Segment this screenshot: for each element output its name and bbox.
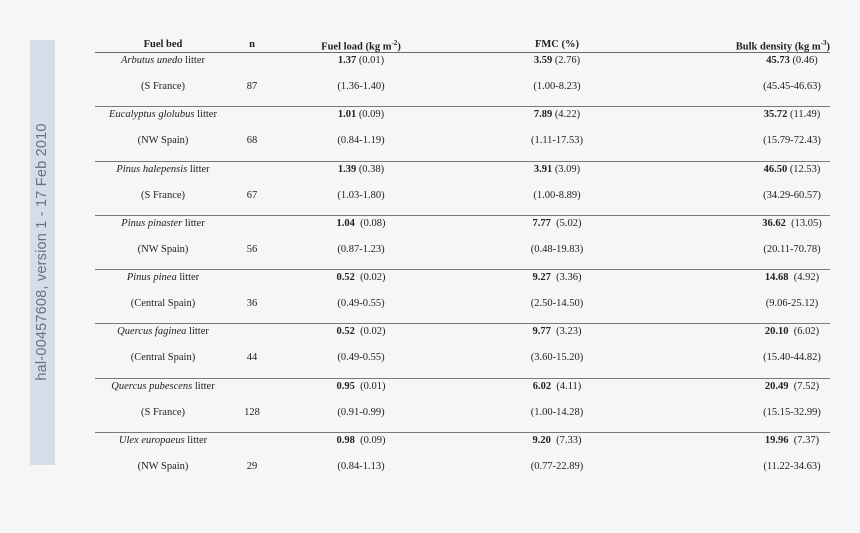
bulk-density-sd: (6.02) — [788, 326, 820, 338]
fuel-load-sd: (0.02) — [354, 272, 386, 284]
bulk-density-mean-sd — [764, 164, 821, 175]
header-bulk-density-exp: -3 — [820, 39, 827, 47]
bulk-density-range: (45.45-46.63) — [763, 81, 821, 92]
bulk-density-range: (34.29-60.57) — [763, 189, 821, 201]
fuel-load-mean: 1.39 — [337, 163, 357, 175]
fuel-load-mean-sd — [337, 435, 386, 446]
fuel-load-mean: 0.52 — [336, 272, 355, 284]
bulk-density-mean: 36.62 — [762, 217, 786, 229]
fuel-load-mean-sd — [338, 55, 384, 66]
fuel-load-sd: (0.38) — [356, 163, 385, 175]
bulk-density-sd: (7.52) — [788, 380, 820, 392]
fuel-load-mean-sd — [338, 164, 384, 175]
bulk-density-range: (15.40-44.82) — [763, 352, 821, 364]
fmc-sd: (4.11) — [551, 380, 582, 392]
fuel-load-range: (0.87-1.23) — [337, 243, 385, 255]
fuel-bed-region: (S France) — [140, 81, 186, 92]
fmc-range: (2.50-14.50) — [530, 298, 584, 310]
fuel-load-range: (0.91-0.99) — [337, 406, 385, 418]
table-row-group — [95, 324, 830, 378]
header-fuel-load-close: ) — [397, 41, 401, 53]
fmc-sd: (3.36) — [550, 272, 582, 284]
bulk-density-range: (11.22-34.63) — [763, 461, 821, 473]
bulk-density-range: (15.79-72.43) — [763, 135, 821, 147]
table-row-group — [95, 53, 830, 107]
fmc-mean: 7.77 — [532, 217, 551, 229]
bulk-density-sd: (11.49) — [787, 109, 821, 121]
bulk-density-mean: 35.72 — [763, 109, 788, 121]
fuel-load-mean: 1.37 — [337, 55, 357, 66]
fuel-bed-name — [121, 55, 205, 66]
fmc-mean-sd — [533, 435, 582, 446]
fuel-load-sd: (0.09) — [356, 109, 385, 121]
fuel-load-mean: 1.04 — [336, 217, 355, 229]
fuel-bed-name — [121, 218, 204, 229]
fuel-bed-name — [117, 326, 209, 337]
bulk-density-range: (15.15-32.99) — [763, 406, 821, 418]
species-suffix: litter — [192, 380, 215, 392]
fmc-range: (0.77-22.89) — [530, 461, 584, 473]
fuel-bed-region: (S France) — [140, 189, 186, 201]
fmc-sd: (5.02) — [550, 217, 582, 229]
fmc-mean: 9.27 — [532, 272, 551, 284]
header-fmc: FMC (%) — [534, 39, 580, 50]
fuel-bed-name — [119, 435, 207, 446]
fuel-load-range: (0.49-0.55) — [337, 298, 385, 310]
fmc-mean-sd — [534, 109, 580, 120]
fmc-mean-sd — [533, 326, 582, 337]
fuel-load-mean-sd — [337, 218, 386, 229]
fuel-load-mean: 1.01 — [337, 109, 357, 121]
header-fuel-bed: Fuel bed — [143, 39, 183, 50]
bulk-density-range: (9.06-25.12) — [765, 298, 819, 310]
fmc-sd: (2.76) — [552, 55, 581, 66]
fmc-range: (1.11-17.53) — [530, 135, 584, 147]
bulk-density-sd: (4.92) — [788, 272, 820, 284]
fuel-load-mean: 0.52 — [336, 326, 355, 338]
header-n: n — [249, 39, 255, 50]
bulk-density-mean: 19.96 — [764, 435, 789, 447]
bulk-density-mean-sd — [765, 381, 819, 392]
fmc-mean-sd — [534, 164, 580, 175]
species-suffix: litter — [186, 326, 209, 338]
fuel-load-mean-sd — [337, 272, 386, 283]
sample-count: 67 — [246, 189, 258, 201]
fuel-load-mean-sd — [337, 326, 386, 337]
fmc-mean-sd — [533, 381, 582, 392]
fmc-range: (1.00-8.23) — [533, 81, 581, 92]
fuel-load-sd: (0.09) — [354, 435, 386, 447]
fmc-mean-sd — [534, 55, 580, 66]
bulk-density-sd: (13.05) — [785, 217, 822, 229]
fuel-bed-table — [95, 37, 830, 486]
fmc-mean: 9.77 — [532, 326, 551, 338]
sample-count: 36 — [246, 298, 258, 310]
fuel-bed-region: (Central Spain) — [130, 298, 196, 310]
fmc-range: (0.48-19.83) — [530, 243, 584, 255]
header-fuel-load-exp: -2 — [391, 39, 398, 47]
species-suffix: litter — [182, 217, 205, 229]
fmc-mean-sd — [533, 272, 582, 283]
fmc-sd: (4.22) — [552, 109, 581, 121]
fuel-load-mean: 0.98 — [336, 435, 355, 447]
bulk-density-mean-sd — [764, 109, 820, 120]
fmc-range: (1.00-8.89) — [533, 189, 581, 201]
fuel-bed-name — [111, 381, 214, 392]
fuel-load-range: (0.84-1.19) — [337, 135, 385, 147]
bulk-density-mean-sd — [762, 218, 822, 229]
header-fuel-load — [321, 39, 401, 53]
sample-count: 68 — [246, 135, 258, 147]
sample-count: 44 — [246, 352, 258, 364]
bulk-density-mean-sd — [765, 435, 819, 446]
bulk-density-mean: 46.50 — [763, 163, 788, 175]
fmc-mean: 7.89 — [533, 109, 553, 121]
species-suffix: litter — [182, 55, 205, 66]
table-row-group — [95, 162, 830, 216]
bulk-density-mean: 20.10 — [764, 326, 789, 338]
fuel-bed-region: (NW Spain) — [137, 135, 189, 147]
bulk-density-sd: (0.46) — [789, 55, 818, 66]
table-row-group — [95, 107, 830, 161]
fuel-bed-region: (NW Spain) — [137, 243, 189, 255]
fmc-mean: 9.20 — [532, 435, 551, 447]
species-suffix: litter — [176, 272, 200, 284]
species-name: Arbutus unedo — [121, 55, 183, 66]
fuel-bed-region: (S France) — [140, 406, 186, 418]
fuel-bed-region: (NW Spain) — [137, 461, 189, 473]
fuel-bed-name — [116, 164, 209, 175]
bulk-density-mean: 20.49 — [764, 380, 789, 392]
table-row-group — [95, 216, 830, 270]
species-name: Eucalyptus glolubus — [109, 109, 195, 121]
species-name: Pinus halepensis — [116, 163, 188, 175]
fmc-range: (1.00-14.28) — [530, 406, 584, 418]
fuel-load-sd: (0.02) — [354, 326, 386, 338]
table-header — [95, 37, 830, 53]
bulk-density-sd: (12.53) — [787, 163, 821, 175]
sample-count: 87 — [246, 81, 258, 92]
bulk-density-sd: (7.37) — [788, 435, 820, 447]
fuel-load-range: (1.36-1.40) — [337, 81, 385, 92]
table-row-group — [95, 379, 830, 433]
species-name: Pinus pinea — [126, 272, 177, 284]
bulk-density-mean-sd — [765, 272, 819, 283]
fuel-load-mean-sd — [338, 109, 384, 120]
species-name: Quercus pubescens — [111, 380, 193, 392]
fuel-load-range: (0.84-1.13) — [337, 461, 385, 473]
fuel-load-range: (1.03-1.80) — [337, 189, 385, 201]
hal-watermark-text: hal-00457608, version 1 - 17 Feb 2010 — [34, 123, 50, 381]
species-suffix: litter — [184, 435, 208, 447]
bulk-density-mean-sd — [766, 55, 818, 66]
header-bulk-density-text: Bulk density (kg m — [735, 41, 821, 53]
bulk-density-mean-sd — [765, 326, 819, 337]
fuel-load-range: (0.49-0.55) — [337, 352, 385, 364]
fmc-mean: 3.91 — [533, 163, 553, 175]
fmc-sd: (7.33) — [550, 435, 582, 447]
fmc-mean: 6.02 — [532, 380, 552, 392]
species-name: Ulex europaeus — [118, 435, 185, 447]
fmc-range: (3.60-15.20) — [530, 352, 584, 364]
fuel-load-sd: (0.01) — [356, 55, 385, 66]
fuel-load-mean-sd — [337, 381, 386, 392]
species-name: Quercus faginea — [117, 326, 187, 338]
species-suffix: litter — [187, 163, 210, 175]
fuel-bed-name — [127, 272, 199, 283]
fmc-mean: 3.59 — [533, 55, 553, 66]
bulk-density-mean: 14.68 — [764, 272, 789, 284]
table-row-group — [95, 433, 830, 486]
fuel-load-sd: (0.08) — [354, 217, 386, 229]
fuel-bed-name — [109, 109, 217, 120]
fuel-bed-region: (Central Spain) — [130, 352, 196, 364]
table-row-group — [95, 270, 830, 324]
header-fuel-load-text: Fuel load (kg m — [321, 41, 392, 53]
sample-count: 29 — [246, 461, 258, 473]
bulk-density-mean: 45.73 — [766, 55, 790, 66]
fuel-load-sd: (0.01) — [354, 380, 386, 392]
header-bulk-density-close: ) — [826, 41, 830, 53]
fmc-sd: (3.23) — [550, 326, 582, 338]
species-suffix: litter — [194, 109, 217, 121]
fmc-sd: (3.09) — [552, 163, 581, 175]
bulk-density-range: (20.11-70.78) — [763, 243, 821, 255]
sample-count: 128 — [244, 406, 260, 418]
fmc-mean-sd — [533, 218, 582, 229]
fuel-load-mean: 0.95 — [336, 380, 355, 392]
header-bulk-density — [736, 39, 830, 53]
species-name: Pinus pinaster — [121, 217, 183, 229]
sample-count: 56 — [246, 243, 258, 255]
